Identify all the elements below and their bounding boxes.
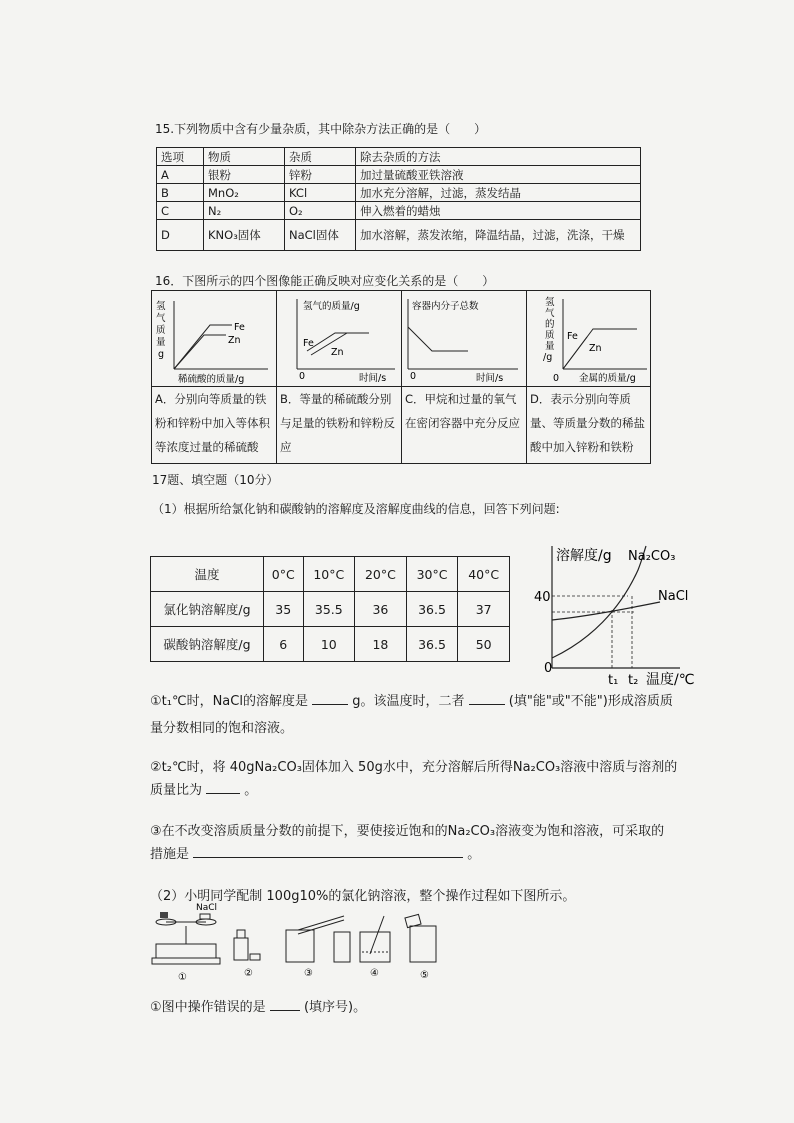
solubility-table — [150, 556, 510, 662]
table-cell: 35.5 — [303, 592, 355, 627]
graph-c-svg — [402, 291, 526, 386]
label-nacl: NaCl — [658, 589, 689, 604]
q16-title: 16．下图所示的四个图像能正确反映对应变化关系的是（ ） — [155, 274, 495, 288]
zn-line — [174, 335, 226, 369]
table-cell: 加过量硫酸亚铁溶液 — [356, 166, 641, 184]
graph-b — [277, 291, 402, 386]
ylabel-char: 氢 — [545, 297, 555, 308]
table-cell: 加水溶解，蒸发浓缩，降温结晶，过滤，洗涤，干燥 — [356, 220, 641, 251]
fe-line — [174, 325, 232, 369]
table-cell: 35 — [264, 592, 304, 627]
label-zn: Zn — [589, 343, 602, 354]
ylabel-char: 量 — [545, 341, 555, 352]
q17-last — [150, 998, 366, 1018]
text: 。 — [467, 847, 481, 862]
table-cell: 物质 — [204, 148, 285, 166]
x-label: 稀硫酸的质量/g — [178, 374, 245, 385]
q17-intro: （1）根据所给氯化钠和碳酸钠的溶解度及溶解度曲线的信息，回答下列问题: — [152, 502, 560, 516]
option-d: D．表示分别向等质量、等质量分数的稀盐酸中加入锌粉和铁粉 — [530, 392, 645, 454]
table-cell: 0°C — [264, 557, 304, 592]
label-fe: Fe — [303, 338, 314, 349]
option-c: C．甲烷和过量的氧气在密闭容器中充分反应 — [402, 387, 527, 463]
label-fe: Fe — [234, 322, 245, 333]
table-row — [157, 148, 641, 166]
solubility-curve — [530, 540, 710, 690]
ylabel-char: 的 — [545, 319, 555, 330]
nacl-curve — [552, 602, 660, 620]
table-cell: KCl — [285, 184, 356, 202]
table-cell: B — [157, 184, 204, 202]
table-cell: 加水充分溶解，过滤，蒸发结晶 — [356, 184, 641, 202]
table-cell: 碳酸钠溶解度/g — [151, 627, 264, 662]
label-fe: Fe — [567, 331, 578, 342]
option-b: B．等量的稀硫酸分别与足量的铁粉和锌粉反应 — [277, 387, 402, 463]
q17-s3-line2 — [150, 845, 480, 865]
text: (填"能"或"不能")形成溶质质 — [508, 694, 673, 709]
table-row — [151, 557, 510, 592]
x-label: 时间/s — [476, 373, 504, 384]
text: 。 — [244, 783, 258, 798]
x-label: 时间/s — [359, 373, 387, 384]
table-row — [157, 220, 641, 251]
table-row — [151, 592, 510, 627]
label-zn: Zn — [331, 347, 344, 358]
graph-b-svg — [277, 291, 401, 386]
table-row — [157, 184, 641, 202]
table-cell: 18 — [355, 627, 407, 662]
graph-a-svg — [152, 291, 276, 386]
table-cell: 40°C — [458, 557, 510, 592]
table-row — [151, 627, 510, 662]
x-label: 温度/℃ — [646, 672, 695, 688]
t1-label: t₁ — [608, 673, 619, 688]
reagent-bottle-icon — [234, 930, 260, 960]
ylabel-char: 质 — [156, 325, 166, 336]
molecule-line — [408, 327, 468, 351]
text: g。该温度时，二者 — [352, 694, 465, 709]
step-label: ② — [244, 968, 253, 979]
q17-title: 17题、填空题（10分） — [152, 473, 279, 487]
q17-s3-line1: ③在不改变溶质质量分数的前提下，要使接近饱和的Na₂CO₃溶液变为饱和溶液，可采取的 — [150, 824, 665, 839]
balance-icon — [152, 903, 220, 964]
table-cell: 温度 — [151, 557, 264, 592]
table-cell: D — [157, 220, 204, 251]
table-cell: 50 — [458, 627, 510, 662]
table-row — [157, 166, 641, 184]
table-cell: 10°C — [303, 557, 355, 592]
text: 措施是 — [150, 847, 190, 862]
blank-5[interactable] — [270, 1010, 300, 1011]
ylabel-char: 质 — [545, 330, 555, 341]
table-cell: 20°C — [355, 557, 407, 592]
text: (填序号)。 — [303, 1000, 367, 1015]
lab-procedure-illustration — [148, 902, 448, 986]
nacl-label: NaCl — [196, 903, 218, 913]
y-label: 氢气的质量/g — [303, 301, 360, 312]
blank-2[interactable] — [469, 704, 505, 705]
table-cell: 36.5 — [406, 627, 458, 662]
stirring-beaker-icon — [360, 916, 390, 962]
step-label: ③ — [304, 968, 313, 979]
table-cell: 10 — [303, 627, 355, 662]
table-cell: MnO₂ — [204, 184, 285, 202]
q17-part2: （2）小明同学配制 100g10%的氯化钠溶液，整个操作过程如下图所示。 — [150, 889, 576, 904]
table-cell: 37 — [458, 592, 510, 627]
table-cell: 36.5 — [406, 592, 458, 627]
table-cell: A — [157, 166, 204, 184]
graph-d — [527, 291, 651, 386]
origin: 0 — [544, 661, 553, 676]
origin: 0 — [299, 371, 306, 382]
blank-4[interactable] — [193, 857, 463, 858]
table-cell: 杂质 — [285, 148, 356, 166]
step-label: ① — [178, 972, 187, 983]
ylabel-char: /g — [543, 352, 553, 363]
blank-3[interactable] — [206, 793, 240, 794]
table-cell: 6 — [264, 627, 304, 662]
ylabel-char: 气 — [545, 308, 555, 319]
step-label: ④ — [370, 968, 379, 979]
graph-c — [402, 291, 527, 386]
ylabel-char: 量 — [156, 337, 166, 348]
q15-title: 15.下列物质中含有少量杂质，其中除杂方法正确的是（ ） — [155, 122, 487, 136]
q17-s1-line1 — [150, 692, 673, 712]
origin: 0 — [410, 371, 417, 382]
table-cell: C — [157, 202, 204, 220]
t2-label: t₂ — [628, 673, 639, 688]
table-cell: KNO₃固体 — [204, 220, 285, 251]
graph-d-svg — [527, 291, 651, 386]
q17-s1-line2: 量分数相同的饱和溶液。 — [150, 721, 294, 736]
label-zn: Zn — [228, 335, 241, 346]
table-cell: 36 — [355, 592, 407, 627]
label-na2co3: Na₂CO₃ — [628, 549, 676, 564]
beaker-pour-icon — [286, 916, 350, 962]
solution-bottle-icon — [405, 914, 436, 962]
ylabel-char: g — [158, 349, 165, 360]
q16-graph-grid — [151, 290, 651, 464]
table-row — [157, 202, 641, 220]
text: ①t₁℃时，NaCl的溶解度是 — [150, 694, 308, 709]
table-cell: 选项 — [157, 148, 204, 166]
step-label: ⑤ — [420, 970, 429, 981]
table-cell: O₂ — [285, 202, 356, 220]
graph-a — [152, 291, 277, 386]
y-label: 容器内分子总数 — [412, 301, 479, 312]
q17-s2-line2 — [150, 781, 257, 801]
text: ①图中操作错误的是 — [150, 1000, 266, 1015]
table-cell: 氯化钠溶解度/g — [151, 592, 264, 627]
y-label: 溶解度/g — [556, 548, 612, 564]
x-label: 金属的质量/g — [579, 373, 636, 384]
table-cell: NaCl固体 — [285, 220, 356, 251]
table-cell: 银粉 — [204, 166, 285, 184]
text: 质量比为 — [150, 783, 203, 798]
y-tick-40: 40 — [534, 590, 551, 605]
table-cell: 锌粉 — [285, 166, 356, 184]
ylabel-char: 气 — [156, 313, 166, 324]
option-a: A．分别向等质量的铁粉和锌粉中加入等体积等浓度过量的稀硫酸 — [152, 387, 277, 463]
ylabel-char: 氢 — [156, 301, 166, 312]
table-cell: N₂ — [204, 202, 285, 220]
table-cell: 伸入燃着的蜡烛 — [356, 202, 641, 220]
table-cell: 30°C — [406, 557, 458, 592]
q15-table — [156, 147, 641, 251]
table-cell: 除去杂质的方法 — [356, 148, 641, 166]
q17-s2-line1: ②t₂℃时，将 40gNa₂CO₃固体加入 50g水中，充分溶解后所得Na₂CO₃溶液中溶质与溶剂的 — [150, 760, 678, 775]
blank-1[interactable] — [312, 704, 348, 705]
origin: 0 — [553, 373, 560, 384]
